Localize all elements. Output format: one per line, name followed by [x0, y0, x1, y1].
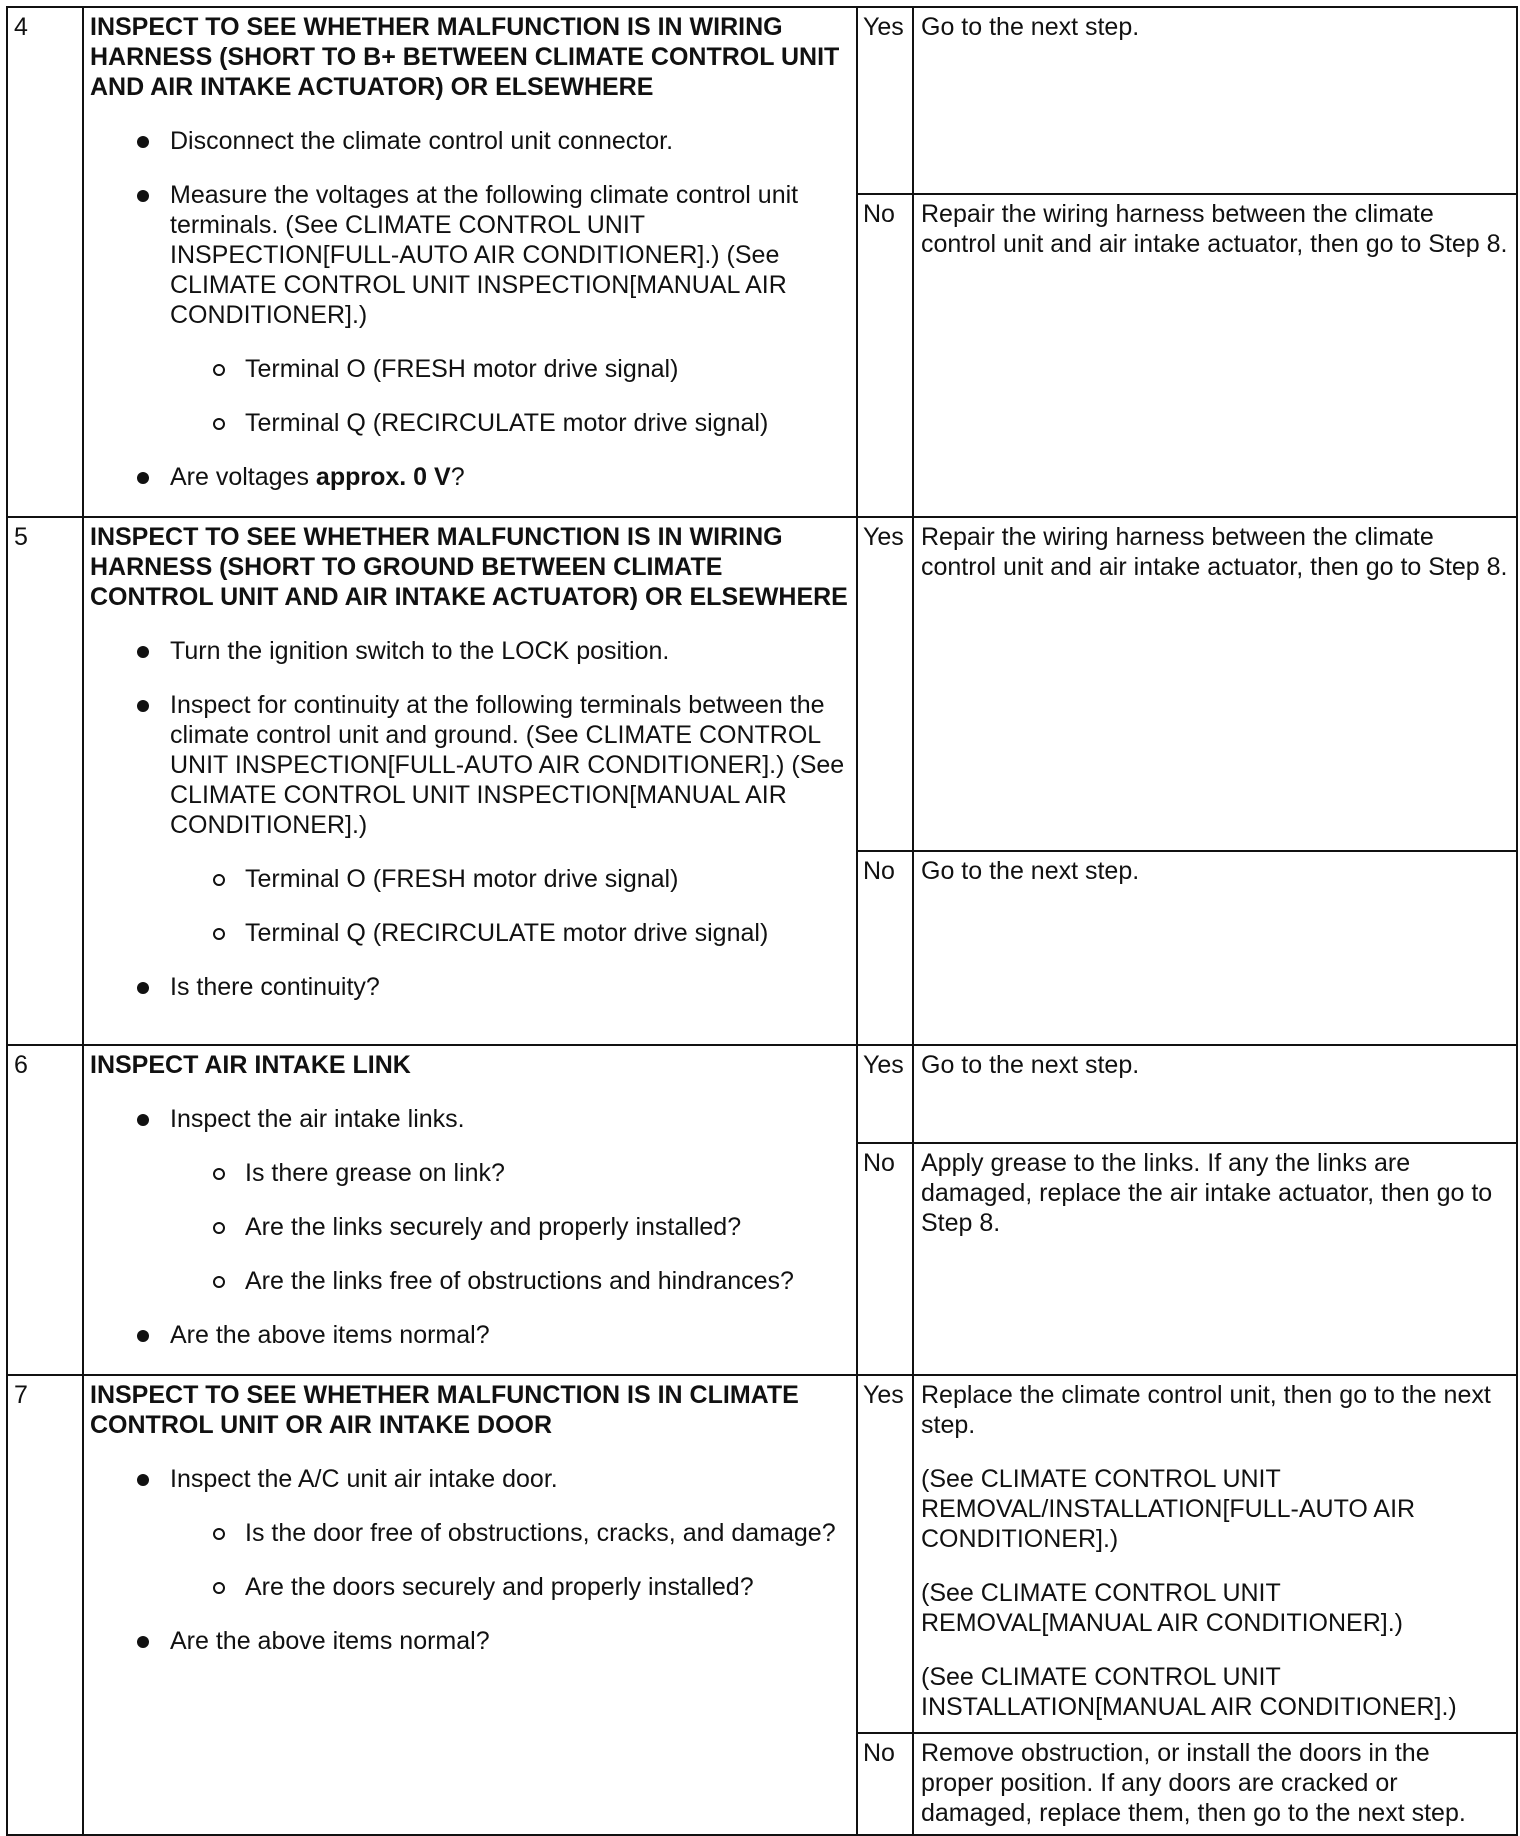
yes-action-text: Replace the climate control unit, then go to the next step. — [921, 1381, 1491, 1439]
yes-label: Yes — [857, 1045, 913, 1143]
sub-bullet-item: Terminal O (FRESH motor drive signal) — [170, 354, 848, 384]
sub-bullet-item: Terminal Q (RECIRCULATE motor drive signal) — [170, 918, 848, 948]
bullet-item: Disconnect the climate control unit connector. — [90, 126, 848, 156]
no-label: No — [857, 1143, 913, 1375]
sub-bullet-item: Is there grease on link? — [170, 1158, 848, 1188]
bullet-item: Turn the ignition switch to the LOCK position. — [90, 636, 848, 666]
step-number: 6 — [7, 1045, 83, 1375]
question-value: approx. 0 V — [315, 463, 451, 491]
step-heading: INSPECT TO SEE WHETHER MALFUNCTION IS IN WIRING HARNESS (SHORT TO B+ BETWEEN CLIMATE CONTROL UNIT AND AIR INTAKE ACTUATOR) OR ELSEWHERE — [90, 13, 840, 101]
step-content — [83, 517, 857, 1045]
reference-link: (See CLIMATE CONTROL UNIT REMOVAL[MANUAL AIR CONDITIONER].) — [921, 1579, 1404, 1637]
sub-bullet-item: Terminal O (FRESH motor drive signal) — [170, 864, 848, 894]
sub-bullet-item: Are the links free of obstructions and hindrances? — [170, 1266, 848, 1296]
step-number: 7 — [7, 1375, 83, 1835]
bullet-text: Inspect for continuity at the following terminals between the climate control unit and ground. (See CLIMATE CONTROL UNIT INSPECTION[FULL-AUTO AIR CONDITIONER].) (See CLIMATE CONTROL UNIT INSPECTION[MANUAL AIR CONDITIONER].) — [170, 691, 845, 839]
yes-label: Yes — [857, 517, 913, 851]
step-number: 4 — [7, 7, 83, 517]
step-row-5-yes — [7, 517, 1517, 851]
step-row-6-yes — [7, 1045, 1517, 1143]
bullet-item — [90, 1104, 848, 1296]
no-action: Repair the wiring harness between the climate control unit and air intake actuator, then go to Step 8. — [913, 194, 1517, 517]
step-number: 5 — [7, 517, 83, 1045]
step-heading: INSPECT AIR INTAKE LINK — [90, 1051, 411, 1079]
yes-label: Yes — [857, 7, 913, 194]
sub-bullet-item: Is the door free of obstructions, cracks, and damage? — [170, 1518, 848, 1548]
step-heading: INSPECT TO SEE WHETHER MALFUNCTION IS IN CLIMATE CONTROL UNIT OR AIR INTAKE DOOR — [90, 1381, 799, 1439]
no-action: Remove obstruction, or install the doors in the proper position. If any doors are cracked or damaged, replace them, then go to the next step. — [913, 1733, 1517, 1835]
yes-action: Go to the next step. — [913, 7, 1517, 194]
step-row-4-yes — [7, 7, 1517, 194]
no-label: No — [857, 194, 913, 517]
bullet-text: Inspect the A/C unit air intake door. — [170, 1465, 558, 1493]
yes-action: Repair the wiring harness between the climate control unit and air intake actuator, then go to Step 8. — [913, 517, 1517, 851]
no-label: No — [857, 851, 913, 1045]
question-mark: ? — [450, 463, 465, 491]
bullet-item — [90, 462, 848, 492]
no-label: No — [857, 1733, 913, 1835]
step-content — [83, 7, 857, 517]
sub-bullet-item: Are the links securely and properly installed? — [170, 1212, 848, 1242]
reference-link: (See CLIMATE CONTROL UNIT INSTALLATION[MANUAL AIR CONDITIONER].) — [921, 1663, 1457, 1721]
bullet-item: Is there continuity? — [90, 972, 848, 1002]
bullet-item — [90, 180, 848, 438]
sub-bullet-item: Terminal Q (RECIRCULATE motor drive signal) — [170, 408, 848, 438]
bullet-item: Are the above items normal? — [90, 1626, 848, 1656]
diagnostic-procedure-table — [6, 6, 1518, 1836]
yes-label: Yes — [857, 1375, 913, 1733]
no-action: Go to the next step. — [913, 851, 1517, 1045]
bullet-item — [90, 1464, 848, 1602]
step-content — [83, 1375, 857, 1835]
yes-action: Go to the next step. — [913, 1045, 1517, 1143]
bullet-item: Are the above items normal? — [90, 1320, 848, 1350]
bullet-text: Measure the voltages at the following climate control unit terminals. (See CLIMATE CONTROL UNIT INSPECTION[FULL-AUTO AIR CONDITIONER].) (See CLIMATE CONTROL UNIT INSPECTION[MANUAL AIR CONDITIONER].) — [170, 181, 799, 329]
reference-link: (See CLIMATE CONTROL UNIT REMOVAL/INSTALLATION[FULL-AUTO AIR CONDITIONER].) — [921, 1465, 1416, 1553]
no-action: Apply grease to the links. If any the links are damaged, replace the air intake actuator, then go to Step 8. — [913, 1143, 1517, 1375]
sub-bullet-item: Are the doors securely and properly installed? — [170, 1572, 848, 1602]
bullet-item — [90, 690, 848, 948]
bullet-text: Inspect the air intake links. — [170, 1105, 465, 1133]
step-content — [83, 1045, 857, 1375]
yes-action — [913, 1375, 1517, 1733]
question-text: Are voltages — [170, 463, 316, 491]
step-heading: INSPECT TO SEE WHETHER MALFUNCTION IS IN WIRING HARNESS (SHORT TO GROUND BETWEEN CLIMATE CONTROL UNIT AND AIR INTAKE ACTUATOR) OR ELSEWHERE — [90, 523, 848, 611]
step-row-7-yes — [7, 1375, 1517, 1733]
